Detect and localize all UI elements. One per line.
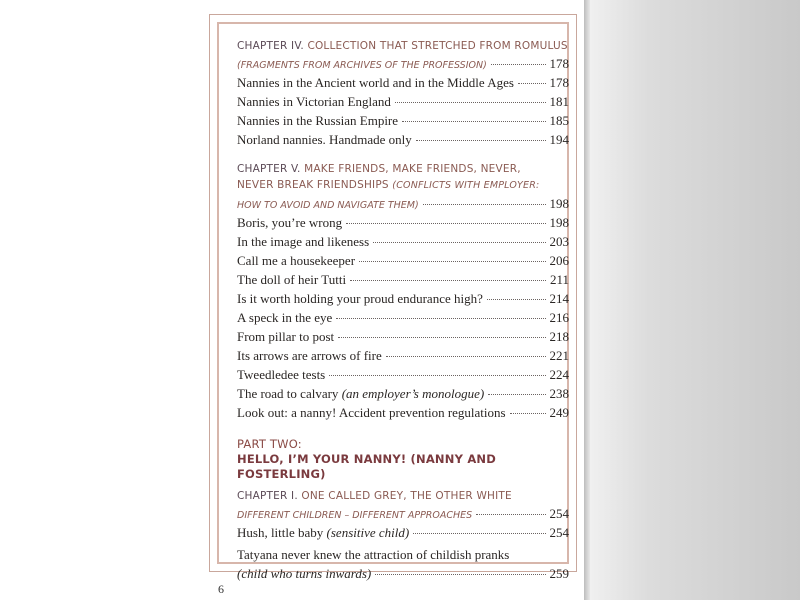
dot-leader xyxy=(336,318,545,319)
toc-entry: Its arrows are arrows of fire 221 xyxy=(237,348,569,363)
dot-leader xyxy=(423,204,546,205)
dot-leader xyxy=(386,356,546,357)
toc-entry: Call me a housekeeper 206 xyxy=(237,253,569,268)
toc-entry: Norland nannies. Handmade only 194 xyxy=(237,132,569,147)
chapter-subtitle: (FRAGMENTS FROM ARCHIVES OF THE PROFESSION) 178 xyxy=(237,56,569,71)
dot-leader xyxy=(413,533,545,534)
chapter-heading: CHAPTER I. ONE CALLED GREY, THE OTHER WHITE xyxy=(237,490,512,502)
toc-entry: From pillar to post 218 xyxy=(237,329,569,344)
dot-leader xyxy=(373,242,545,243)
part-title: HELLO, I’M YOUR NANNY! (NANNY AND FOSTERLING) xyxy=(237,452,496,481)
dot-leader xyxy=(518,83,546,84)
dot-leader xyxy=(510,413,546,414)
toc-entry: Is it worth holding your proud endurance high? 214 xyxy=(237,291,569,306)
toc-entry: The road to calvary (an employer’s monologue) 238 xyxy=(237,386,569,401)
dot-leader xyxy=(476,514,545,515)
page-number: 6 xyxy=(218,582,224,596)
table-of-contents xyxy=(237,38,569,583)
dot-leader xyxy=(491,64,546,65)
book-spine-shadow xyxy=(584,0,800,600)
toc-entry: Tweedledee tests 224 xyxy=(237,367,569,382)
toc-entry: Nannies in the Ancient world and in the Middle Ages 178 xyxy=(237,75,569,90)
toc-entry: (child who turns inwards) 259 xyxy=(237,566,569,581)
chapter-subtitle: DIFFERENT CHILDREN – DIFFERENT APPROACHES 254 xyxy=(237,506,569,521)
toc-entry: In the image and likeness 203 xyxy=(237,234,569,249)
toc-entry-line: Tatyana never knew the attraction of childish pranks xyxy=(237,547,510,562)
dot-leader xyxy=(402,121,545,122)
part-label: PART TWO: xyxy=(237,437,302,451)
dot-leader xyxy=(338,337,545,338)
toc-entry: A speck in the eye 216 xyxy=(237,310,569,325)
dot-leader xyxy=(488,394,545,395)
chapter-subtitle: HOW TO AVOID AND NAVIGATE THEM) 198 xyxy=(237,196,569,211)
chapter-heading: CHAPTER V. MAKE FRIENDS, MAKE FRIENDS, NEVER, xyxy=(237,163,521,175)
toc-entry: The doll of heir Tutti 211 xyxy=(237,272,569,287)
dot-leader xyxy=(395,102,546,103)
dot-leader xyxy=(329,375,545,376)
toc-entry: Boris, you’re wrong 198 xyxy=(237,215,569,230)
dot-leader xyxy=(375,574,545,575)
toc-entry: Hush, little baby (sensitive child) 254 xyxy=(237,525,569,540)
toc-entry: Look out: a nanny! Accident prevention regulations 249 xyxy=(237,405,569,420)
dot-leader xyxy=(350,280,546,281)
chapter-heading-line: NEVER BREAK FRIENDSHIPS (CONFLICTS WITH EMPLOYER: xyxy=(237,179,540,191)
toc-entry: Nannies in the Russian Empire 185 xyxy=(237,113,569,128)
dot-leader xyxy=(359,261,545,262)
toc-entry: Nannies in Victorian England 181 xyxy=(237,94,569,109)
dot-leader xyxy=(487,299,546,300)
dot-leader xyxy=(416,140,546,141)
dot-leader xyxy=(346,223,545,224)
chapter-heading: CHAPTER IV. COLLECTION THAT STRETCHED FROM ROMULUS xyxy=(237,40,568,52)
